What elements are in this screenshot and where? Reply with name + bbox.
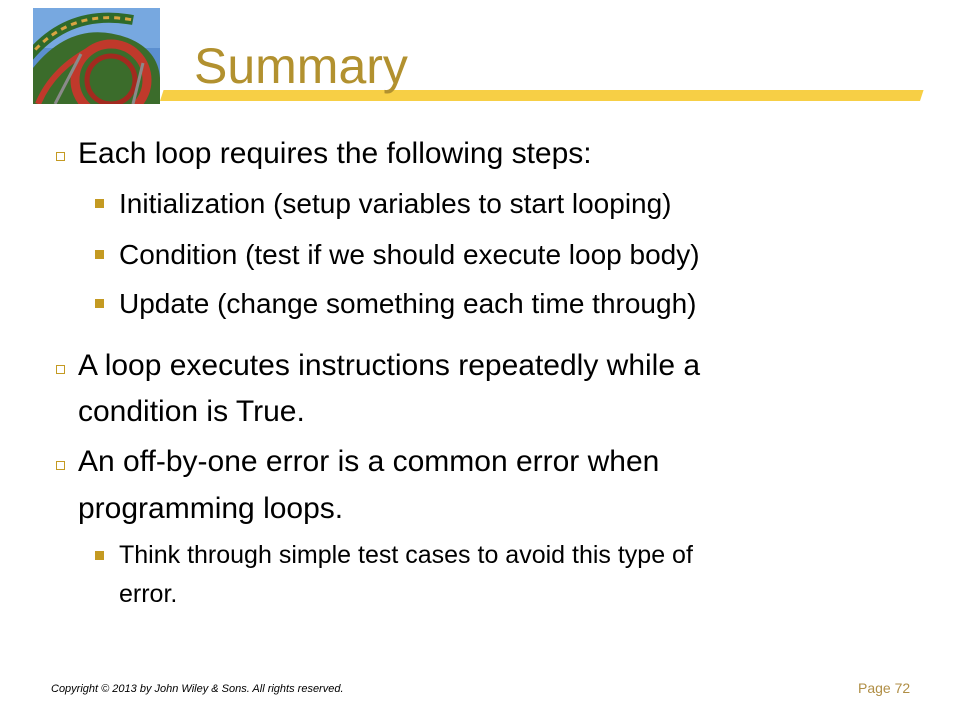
filled-square-bullet-icon [95, 551, 104, 560]
bullet-item-line1: An off-by-one error is a common error when [78, 445, 660, 478]
hollow-square-bullet-icon [56, 461, 65, 470]
sub-bullet-item: Update (change something each time through) [119, 288, 697, 319]
slide-title: Summary [194, 38, 408, 94]
sub-bullet-item-line2: error. [119, 580, 178, 608]
copyright-footer: Copyright © 2013 by John Wiley & Sons. All rights reserved. [51, 683, 344, 695]
bullet-item-line1: A loop executes instructions repeatedly while a [78, 349, 701, 382]
sub-bullet-item-line1: Think through simple test cases to avoid this type of [119, 541, 693, 569]
hollow-square-bullet-icon [56, 365, 65, 374]
roller-coaster-logo [33, 8, 160, 104]
page-number: Page 72 [858, 680, 911, 696]
sub-bullet-item: Initialization (setup variables to start looping) [119, 188, 672, 219]
filled-square-bullet-icon [95, 250, 104, 259]
bullet-item-line2: condition is True. [78, 395, 305, 428]
filled-square-bullet-icon [95, 299, 104, 308]
hollow-square-bullet-icon [56, 152, 65, 161]
filled-square-bullet-icon [95, 199, 104, 208]
bullet-item-line2: programming loops. [78, 492, 344, 525]
bullet-item: Each loop requires the following steps: [78, 137, 592, 170]
sub-bullet-item: Condition (test if we should execute loop body) [119, 239, 700, 270]
